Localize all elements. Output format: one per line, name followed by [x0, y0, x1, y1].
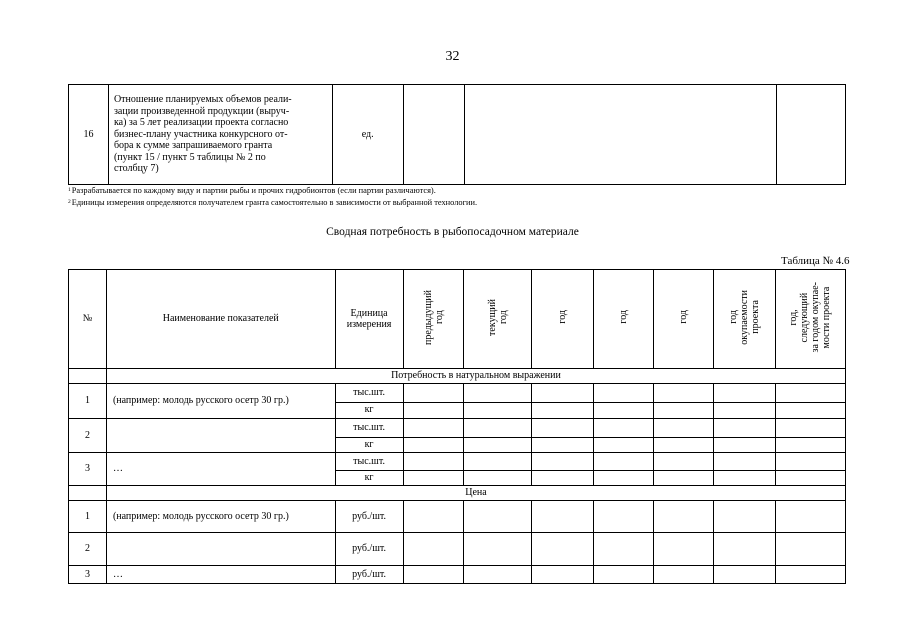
unit-cell: руб./шт. — [335, 533, 403, 566]
value-cell — [775, 453, 845, 471]
value-cell — [532, 383, 594, 402]
row-name — [106, 418, 335, 453]
header-name: Наименование показателей — [106, 270, 335, 369]
value-cell — [654, 500, 714, 533]
value-cell — [714, 533, 776, 566]
header-year-2: текущий год — [464, 270, 532, 369]
value-cell — [594, 437, 654, 453]
value-cell — [594, 566, 654, 584]
unit-cell: кг — [335, 471, 403, 486]
row-name: (например: молодь русского осетр 30 гр.) — [106, 500, 335, 533]
unit-cell: кг — [335, 402, 403, 418]
row-number: 2 — [69, 418, 107, 453]
value-cell — [594, 453, 654, 471]
value-cell — [532, 533, 594, 566]
value-cell — [532, 566, 594, 584]
footnote-2: $^2$Единицы измерения определяются получателем гранта самостоятельно в зависимости от выбранной технологии. — [68, 198, 478, 207]
value-cell — [714, 453, 776, 471]
value-cell — [654, 453, 714, 471]
header-year-4: год — [594, 270, 654, 369]
value-cell — [775, 500, 845, 533]
value-cell — [464, 437, 532, 453]
value-cell — [403, 566, 464, 584]
row-number: 2 — [69, 533, 107, 566]
row-number: 16 — [69, 85, 109, 185]
header-num: № — [69, 270, 107, 369]
value-cell — [403, 418, 464, 437]
unit-cell: руб./шт. — [335, 566, 403, 584]
value-cell — [775, 566, 845, 584]
value-cell — [464, 418, 532, 437]
value-cell — [532, 500, 594, 533]
value-cell — [654, 566, 714, 584]
header-year-3: год — [532, 270, 594, 369]
value-cell — [403, 402, 464, 418]
row-name — [106, 533, 335, 566]
unit-cell: руб./шт. — [335, 500, 403, 533]
header-year-1: предыдущий год — [403, 270, 464, 369]
header-row — [69, 270, 846, 369]
unit-cell: ед. — [332, 85, 403, 185]
value-cell — [714, 566, 776, 584]
row-number: 3 — [69, 453, 107, 486]
unit-cell: тыс.шт. — [335, 453, 403, 471]
section-title: Цена — [106, 485, 845, 500]
value-cell — [403, 471, 464, 486]
table-row — [69, 383, 846, 402]
value-cell — [594, 402, 654, 418]
value-cell — [775, 383, 845, 402]
value-cell — [403, 533, 464, 566]
value-cell — [714, 402, 776, 418]
header-year-5: год — [654, 270, 714, 369]
value-cell — [775, 437, 845, 453]
previous-table-fragment — [68, 84, 846, 185]
value-cell — [654, 402, 714, 418]
table-row — [69, 453, 846, 471]
indicator-name: Отношение планируемых объемов реали- зации произведенной продукции (выруч- ка) за 5 лет реализации проекта согласно бизнес-плану участника конкурсного от- бора к сумме запрашиваемого гранта (пункт 15 / пункт 5 таблицы № 2 по столбцу 7) — [108, 85, 332, 185]
value-cell — [714, 437, 776, 453]
section-row — [69, 485, 846, 500]
page-number: 32 — [445, 49, 460, 64]
value-cell — [532, 453, 594, 471]
row-number: 1 — [69, 383, 107, 418]
value-cell — [654, 418, 714, 437]
value-cell — [777, 85, 846, 185]
value-cell — [464, 533, 532, 566]
unit-cell: тыс.шт. — [335, 418, 403, 437]
value-cell — [403, 437, 464, 453]
value-cell — [464, 85, 777, 185]
section-row — [69, 369, 846, 384]
table-row — [69, 500, 846, 533]
value-cell — [594, 533, 654, 566]
table-row — [69, 418, 846, 437]
value-cell — [464, 402, 532, 418]
value-cell — [403, 85, 464, 185]
value-cell — [532, 471, 594, 486]
header-year-7: год, следующий за годом окупае- мости проекта — [775, 270, 845, 369]
value-cell — [775, 471, 845, 486]
row-number: 1 — [69, 500, 107, 533]
value-cell — [403, 383, 464, 402]
value-cell — [714, 471, 776, 486]
footnote-1: $^1$Разрабатывается по каждому виду и партии рыбы и прочих гидробионтов (если партии различаются). — [68, 186, 436, 195]
header-unit: Единица измерения — [335, 270, 403, 369]
seedlings-table — [68, 269, 846, 584]
value-cell — [775, 533, 845, 566]
value-cell — [464, 383, 532, 402]
value-cell — [654, 437, 714, 453]
value-cell — [403, 453, 464, 471]
value-cell — [532, 437, 594, 453]
value-cell — [714, 500, 776, 533]
value-cell — [775, 402, 845, 418]
value-cell — [654, 471, 714, 486]
section-title: Потребность в натуральном выражении — [106, 369, 845, 384]
value-cell — [464, 566, 532, 584]
value-cell — [403, 500, 464, 533]
unit-cell: кг — [335, 437, 403, 453]
row-number: 3 — [69, 566, 107, 584]
value-cell — [594, 383, 654, 402]
table-row — [69, 533, 846, 566]
value-cell — [594, 471, 654, 486]
table-row — [69, 566, 846, 584]
value-cell — [714, 383, 776, 402]
header-year-6: год окупаемости проекта — [714, 270, 776, 369]
value-cell — [532, 402, 594, 418]
value-cell — [464, 500, 532, 533]
unit-cell: тыс.шт. — [335, 383, 403, 402]
value-cell — [654, 533, 714, 566]
table-row — [69, 85, 846, 185]
row-name: (например: молодь русского осетр 30 гр.) — [106, 383, 335, 418]
value-cell — [464, 471, 532, 486]
value-cell — [464, 453, 532, 471]
value-cell — [714, 418, 776, 437]
row-name: … — [106, 566, 335, 584]
value-cell — [654, 383, 714, 402]
value-cell — [775, 418, 845, 437]
table-number: Таблица № 4.6 — [781, 255, 850, 267]
value-cell — [594, 500, 654, 533]
table-title: Сводная потребность в рыбопосадочном материале — [326, 226, 579, 238]
value-cell — [594, 418, 654, 437]
value-cell — [532, 418, 594, 437]
row-name: … — [106, 453, 335, 486]
